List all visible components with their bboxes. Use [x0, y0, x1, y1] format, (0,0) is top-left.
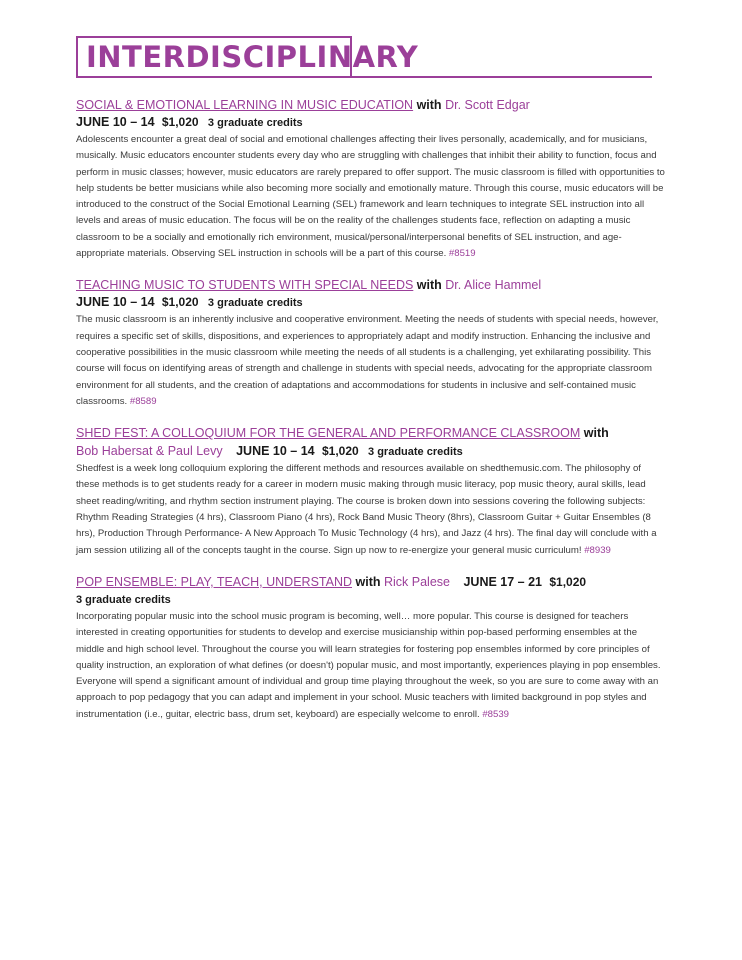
- instructor-name: Dr. Scott Edgar: [445, 98, 530, 112]
- course-description: [76, 461, 666, 559]
- course-code: #8589: [129, 395, 157, 407]
- course-credits: 3 graduate credits: [368, 446, 463, 459]
- course-price: $1,020: [161, 295, 199, 310]
- course-dates: JUNE 10 – 14: [76, 115, 155, 129]
- course-dates: JUNE 17 – 21: [463, 574, 542, 589]
- course-meta: [76, 114, 666, 132]
- course-heading: [76, 96, 666, 114]
- with-label: with: [355, 574, 381, 589]
- course-credits: 3 graduate credits: [207, 117, 303, 129]
- course-dates: JUNE 10 – 14: [236, 444, 315, 459]
- with-label: with: [416, 278, 442, 293]
- section-header: [76, 36, 652, 80]
- section-title: INTERDISCIPLINARY: [86, 40, 419, 74]
- course-list: [76, 96, 666, 737]
- course-price: $1,020: [161, 115, 199, 129]
- instructor-name: Bob Habersat & Paul Levy: [76, 444, 223, 459]
- course-description: [76, 312, 666, 410]
- course-meta: [463, 575, 586, 589]
- course-item: [76, 424, 666, 559]
- course-description-text: The music classroom is an inherently inclusive and cooperative environment. Meeting the needs of students with special needs, however, requires a specific set of skills, dispositions, and experiences to appropriately adapt and modify instruction. Enhancing the inclusive and cooperative possibilities in the music classroom while meeting the needs of all students is a challenging, yet exhilarating possibility. This course will focus on identifying areas of strength and challenge in students with special needs, advocating for the appropriate classroom environment for all students, and the creation of adaptations and accommodations for students in inclusive and self-contained music classrooms.: [76, 314, 659, 407]
- with-label: with: [583, 426, 609, 441]
- course-item: [76, 96, 666, 262]
- instructor-name: Dr. Alice Hammel: [445, 278, 542, 293]
- course-description: [76, 132, 666, 262]
- course-description-text: Adolescents encounter a great deal of social and emotional challenges affecting their lives personally, academically, and for musicians, musically. Music educators encounter students every day who are struggling with challenges that inhibit their ability to function, focus and perform in music classes; however, music educators are rarely prepared to offer support. The music classroom is filled with opportunities to help students be better musicians while also becoming more socially and emotionally mature. Through this course, music educators will be introduced to the construct of the Social Emotional Learning (SEL) framework and learn techniques to integrate SEL instruction into all levels and areas of music education. The focus will be on the reality of the challenges students face, reflection on adapting a music classroom to be a socially and emotionally rich environment, musical/personal/interpersonal benefits of SEL instruction, and age-appropriate materials. Observing SEL instruction in schools will be a part of this course.: [76, 134, 665, 260]
- course-title: SOCIAL & EMOTIONAL LEARNING IN MUSIC EDUCATION: [76, 98, 414, 112]
- course-credits: 3 graduate credits: [207, 297, 303, 310]
- instructor-name: Rick Palese: [383, 574, 450, 589]
- course-meta: [76, 591, 666, 609]
- course-meta: [236, 444, 463, 458]
- course-title: TEACHING MUSIC TO STUDENTS WITH SPECIAL NEEDS: [76, 278, 414, 293]
- course-heading: [76, 276, 666, 294]
- course-description: [76, 609, 666, 723]
- course-credits: 3 graduate credits: [76, 593, 171, 606]
- section-divider: [76, 76, 652, 78]
- course-code: #8539: [482, 708, 510, 720]
- course-heading: [76, 573, 666, 591]
- course-code: #8939: [584, 544, 611, 556]
- course-item: [76, 573, 666, 723]
- course-code: #8519: [448, 248, 476, 260]
- with-label: with: [416, 98, 442, 112]
- course-description-text: Shedfest is a week long colloquium exploring the different methods and resources available on shedthemusic.com. The philosophy of these methods is to get students ready for a career in modern music making through music literacy, pop music theory, aural skills, lead sheet reading/writing, and rhythm section instrument playing. The course is broken down into sessions covering the following subjects: Rhythm Reading Strategies (4 hrs), Classroom Piano (4 hrs), Rock Band Music Theory (8hrs), Classroom Guitar + Guitar Ensembles (8 hrs), Production Through Performance- A New Approach To Music Technology (4 hrs), and Jazz (4 hrs). The final day will conclude with a jam session utilizing all of the concepts taught in the course. Sign up now to re-energize your general music curriculum!: [76, 463, 657, 556]
- course-price: $1,020: [549, 574, 587, 589]
- course-item: [76, 276, 666, 410]
- course-description-text: Incorporating popular music into the school music program is becoming, well… more popular. This course is designed for teachers interested in creating opportunities for students to develop and exercise musicianship within pop-based performing ensembles at the middle and high school level. Throughout the course you will learn strategies for fostering pop ensembles informed by core principles of quality instruction, an exploration of what defines (or doesn't) popular music, and most importantly, experiences playing in pop ensembles. Everyone will spend a significant amount of individual and group time playing throughout the week, so you are sure to come away with an approach to pop pedagogy that you can adapt and implement in your school. Music teachers with limited background in pop styles and instrumentation (i.e., guitar, electric bass, drum set, keyboard) are especially welcome to enroll.: [76, 610, 661, 720]
- course-dates: JUNE 10 – 14: [76, 295, 155, 310]
- course-title: POP ENSEMBLE: PLAY, TEACH, UNDERSTAND: [76, 574, 353, 589]
- course-meta: [76, 294, 666, 312]
- course-price: $1,020: [321, 444, 359, 459]
- course-title: SHED FEST: A COLLOQUIUM FOR THE GENERAL AND PERFORMANCE CLASSROOM: [76, 426, 581, 441]
- course-heading: [76, 424, 666, 461]
